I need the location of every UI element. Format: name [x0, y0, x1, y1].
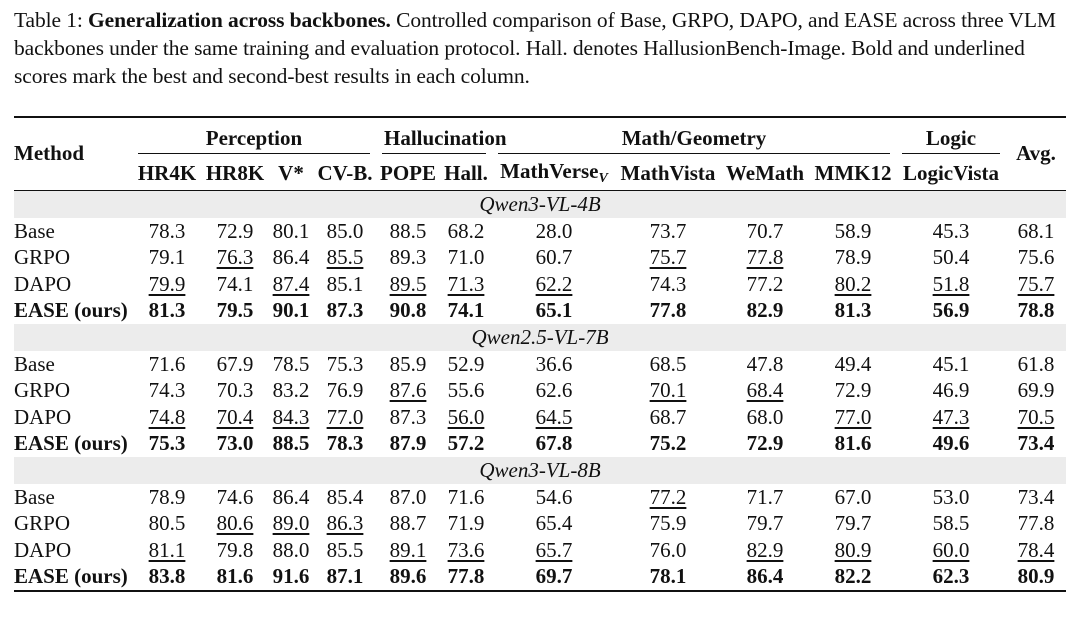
- score-cell: 80.2: [834, 271, 872, 296]
- score-cell: 87.3: [389, 404, 427, 429]
- group-header-math-geometry: Math/Geometry: [492, 118, 896, 156]
- score-cell: 90.1: [272, 298, 310, 323]
- score-cell: 74.3: [649, 271, 687, 296]
- method-header: Method: [14, 140, 84, 165]
- column-header-mmk12: MMK12: [814, 160, 892, 185]
- score-cell: 74.6: [216, 484, 254, 509]
- score-cell: 71.7: [746, 484, 784, 509]
- score-cell: 74.8: [148, 404, 186, 429]
- table-row: [14, 378, 1066, 405]
- table-row: [14, 218, 1066, 245]
- table-row: [14, 511, 1066, 538]
- score-cell: 85.0: [326, 218, 364, 243]
- table-row: [14, 564, 1066, 592]
- score-cell: 57.2: [447, 431, 485, 456]
- score-cell: 88.7: [389, 511, 427, 536]
- score-cell: 56.0: [447, 404, 485, 429]
- score-cell: 61.8: [1017, 351, 1055, 376]
- score-cell: 81.6: [834, 431, 872, 456]
- score-cell: 83.8: [148, 564, 186, 589]
- score-cell: 85.4: [326, 484, 364, 509]
- score-cell: 77.2: [746, 271, 784, 296]
- score-cell: 75.7: [649, 245, 687, 270]
- score-cell: 77.8: [746, 245, 784, 270]
- score-cell: 70.1: [649, 378, 687, 403]
- score-cell: 89.5: [389, 271, 427, 296]
- score-cell: 71.6: [447, 484, 485, 509]
- score-cell: 60.0: [932, 537, 970, 562]
- method-cell: DAPO: [14, 537, 72, 562]
- table-row: [14, 484, 1066, 511]
- score-cell: 79.7: [834, 511, 872, 536]
- score-cell: 87.4: [272, 271, 310, 296]
- score-cell: 68.1: [1017, 218, 1055, 243]
- score-cell: 71.6: [148, 351, 186, 376]
- score-cell: 89.1: [389, 537, 427, 562]
- score-cell: 82.9: [746, 298, 784, 323]
- method-cell: Base: [14, 218, 55, 243]
- method-cell: GRPO: [14, 511, 71, 536]
- score-cell: 84.3: [272, 404, 310, 429]
- score-cell: 85.9: [389, 351, 427, 376]
- score-cell: 75.3: [326, 351, 364, 376]
- score-cell: 79.5: [216, 298, 254, 323]
- score-cell: 65.1: [535, 298, 573, 323]
- column-header-hall: Hall.: [444, 160, 488, 185]
- score-cell: 78.9: [834, 245, 872, 270]
- score-cell: 53.0: [932, 484, 970, 509]
- score-cell: 45.3: [932, 218, 970, 243]
- score-cell: 73.4: [1017, 431, 1055, 456]
- score-cell: 72.9: [746, 431, 784, 456]
- backbone-name: Qwen3-VL-8B: [14, 457, 1066, 484]
- score-cell: 60.7: [535, 245, 573, 270]
- score-cell: 87.9: [389, 431, 427, 456]
- score-cell: 80.6: [216, 511, 254, 536]
- score-cell: 78.8: [1017, 298, 1055, 323]
- score-cell: 74.3: [148, 378, 186, 403]
- score-cell: 45.1: [932, 351, 970, 376]
- score-cell: 80.1: [272, 218, 310, 243]
- score-cell: 78.1: [649, 564, 687, 589]
- table-caption: [14, 6, 1066, 90]
- score-cell: 87.3: [326, 298, 364, 323]
- mathverse-subscript: V: [598, 171, 608, 186]
- table-row: [14, 351, 1066, 378]
- caption-label: Table 1:: [14, 8, 83, 32]
- score-cell: 89.6: [389, 564, 427, 589]
- caption-text: Controlled comparison of Base, GRPO, DAPO, and EASE across three VLM backbones under the same training and evaluation protocol. Hall. denotes HallusionBench-Image. Bold and underlined scores mark the best and second-best results in each column.: [14, 8, 1056, 88]
- column-header-hr8k: HR8K: [205, 160, 265, 185]
- score-cell: 62.2: [535, 271, 573, 296]
- method-cell: GRPO: [14, 245, 71, 270]
- backbone-section-row: [14, 324, 1066, 351]
- score-cell: 75.2: [649, 431, 687, 456]
- method-cell: Base: [14, 351, 55, 376]
- score-cell: 87.0: [389, 484, 427, 509]
- score-cell: 71.3: [447, 271, 485, 296]
- backbone-name: Qwen3-VL-4B: [14, 191, 1066, 219]
- score-cell: 75.9: [649, 511, 687, 536]
- score-cell: 51.8: [932, 271, 970, 296]
- group-header-perception: Perception: [132, 118, 376, 156]
- score-cell: 75.6: [1017, 245, 1055, 270]
- score-cell: 62.3: [932, 564, 970, 589]
- results-table: [14, 116, 1066, 592]
- score-cell: 79.8: [216, 537, 254, 562]
- method-cell: EASE (ours): [14, 298, 128, 323]
- score-cell: 72.9: [834, 378, 872, 403]
- score-cell: 65.7: [535, 537, 573, 562]
- column-header-v: V*: [278, 160, 304, 185]
- score-cell: 77.0: [834, 404, 872, 429]
- score-cell: 85.1: [326, 271, 364, 296]
- table-row: [14, 271, 1066, 298]
- score-cell: 79.9: [148, 271, 186, 296]
- score-cell: 46.9: [932, 378, 970, 403]
- column-header-wemath: WeMath: [725, 160, 805, 185]
- score-cell: 81.1: [148, 537, 186, 562]
- score-cell: 78.9: [148, 484, 186, 509]
- score-cell: 67.9: [216, 351, 254, 376]
- score-cell: 65.4: [535, 511, 573, 536]
- score-cell: 78.4: [1017, 537, 1055, 562]
- score-cell: 70.5: [1017, 404, 1055, 429]
- score-cell: 55.6: [447, 378, 485, 403]
- score-cell: 77.8: [649, 298, 687, 323]
- score-cell: 78.5: [272, 351, 310, 376]
- column-header-hr4k: HR4K: [137, 160, 197, 185]
- score-cell: 80.5: [148, 511, 186, 536]
- score-cell: 70.7: [746, 218, 784, 243]
- score-cell: 68.0: [746, 404, 784, 429]
- score-cell: 73.4: [1017, 484, 1055, 509]
- column-header-mathvista: MathVista: [620, 160, 716, 185]
- caption-title: Generalization across backbones.: [88, 8, 391, 32]
- score-cell: 85.5: [326, 537, 364, 562]
- score-cell: 72.9: [216, 218, 254, 243]
- score-cell: 28.0: [535, 218, 573, 243]
- column-header-cv-b: CV-B.: [317, 160, 373, 185]
- score-cell: 58.9: [834, 218, 872, 243]
- score-cell: 86.4: [272, 484, 310, 509]
- score-cell: 77.8: [1017, 511, 1055, 536]
- score-cell: 71.9: [447, 511, 485, 536]
- score-cell: 73.7: [649, 218, 687, 243]
- score-cell: 89.3: [389, 245, 427, 270]
- score-cell: 80.9: [834, 537, 872, 562]
- score-cell: 79.7: [746, 511, 784, 536]
- score-cell: 68.4: [746, 378, 784, 403]
- backbone-section-row: [14, 457, 1066, 484]
- score-cell: 78.3: [326, 431, 364, 456]
- group-header-logic: Logic: [896, 118, 1006, 156]
- score-cell: 47.8: [746, 351, 784, 376]
- score-cell: 80.9: [1017, 564, 1055, 589]
- score-cell: 90.8: [389, 298, 427, 323]
- column-header-logicvista: LogicVista: [902, 160, 1000, 185]
- column-header-pope: POPE: [380, 160, 436, 185]
- score-cell: 83.2: [272, 378, 310, 403]
- score-cell: 54.6: [535, 484, 573, 509]
- score-cell: 85.5: [326, 245, 364, 270]
- score-cell: 69.7: [535, 564, 573, 589]
- table-row: [14, 245, 1066, 272]
- score-cell: 89.0: [272, 511, 310, 536]
- score-cell: 88.0: [272, 537, 310, 562]
- table-row: [14, 537, 1066, 564]
- score-cell: 86.4: [272, 245, 310, 270]
- avg-header: Avg.: [1016, 140, 1056, 165]
- method-cell: DAPO: [14, 271, 72, 296]
- score-cell: 75.3: [148, 431, 186, 456]
- score-cell: 78.3: [148, 218, 186, 243]
- table-row: [14, 404, 1066, 431]
- score-cell: 87.1: [326, 564, 364, 589]
- score-cell: 77.8: [447, 564, 485, 589]
- method-cell: Base: [14, 484, 55, 509]
- column-header-mathverse: MathVerse$_V$: [500, 159, 608, 186]
- method-cell: GRPO: [14, 378, 71, 403]
- score-cell: 81.6: [216, 564, 254, 589]
- score-cell: 82.9: [746, 537, 784, 562]
- score-cell: 50.4: [932, 245, 970, 270]
- score-cell: 76.3: [216, 245, 254, 270]
- score-cell: 81.3: [148, 298, 186, 323]
- method-cell: EASE (ours): [14, 431, 128, 456]
- score-cell: 70.3: [216, 378, 254, 403]
- score-cell: 71.0: [447, 245, 485, 270]
- score-cell: 70.4: [216, 404, 254, 429]
- table-row: [14, 431, 1066, 458]
- score-cell: 67.8: [535, 431, 573, 456]
- score-cell: 87.6: [389, 378, 427, 403]
- score-cell: 49.4: [834, 351, 872, 376]
- group-header-hallucination: Hallucination: [376, 118, 492, 156]
- score-cell: 86.4: [746, 564, 784, 589]
- score-cell: 77.0: [326, 404, 364, 429]
- method-cell: DAPO: [14, 404, 72, 429]
- score-cell: 74.1: [216, 271, 254, 296]
- score-cell: 76.9: [326, 378, 364, 403]
- score-cell: 73.0: [216, 431, 254, 456]
- score-cell: 77.2: [649, 484, 687, 509]
- score-cell: 47.3: [932, 404, 970, 429]
- score-cell: 64.5: [535, 404, 573, 429]
- score-cell: 68.5: [649, 351, 687, 376]
- score-cell: 76.0: [649, 537, 687, 562]
- method-cell: EASE (ours): [14, 564, 128, 589]
- score-cell: 73.6: [447, 537, 485, 562]
- score-cell: 74.1: [447, 298, 485, 323]
- score-cell: 88.5: [389, 218, 427, 243]
- score-cell: 79.1: [148, 245, 186, 270]
- score-cell: 91.6: [272, 564, 310, 589]
- score-cell: 36.6: [535, 351, 573, 376]
- score-cell: 82.2: [834, 564, 872, 589]
- score-cell: 68.2: [447, 218, 485, 243]
- backbone-name: Qwen2.5-VL-7B: [14, 324, 1066, 351]
- score-cell: 75.7: [1017, 271, 1055, 296]
- score-cell: 88.5: [272, 431, 310, 456]
- backbone-section-row: [14, 191, 1066, 219]
- score-cell: 52.9: [447, 351, 485, 376]
- score-cell: 62.6: [535, 378, 573, 403]
- score-cell: 69.9: [1017, 378, 1055, 403]
- score-cell: 49.6: [932, 431, 970, 456]
- score-cell: 67.0: [834, 484, 872, 509]
- score-cell: 56.9: [932, 298, 970, 323]
- score-cell: 86.3: [326, 511, 364, 536]
- table-row: [14, 298, 1066, 325]
- score-cell: 58.5: [932, 511, 970, 536]
- score-cell: 68.7: [649, 404, 687, 429]
- score-cell: 81.3: [834, 298, 872, 323]
